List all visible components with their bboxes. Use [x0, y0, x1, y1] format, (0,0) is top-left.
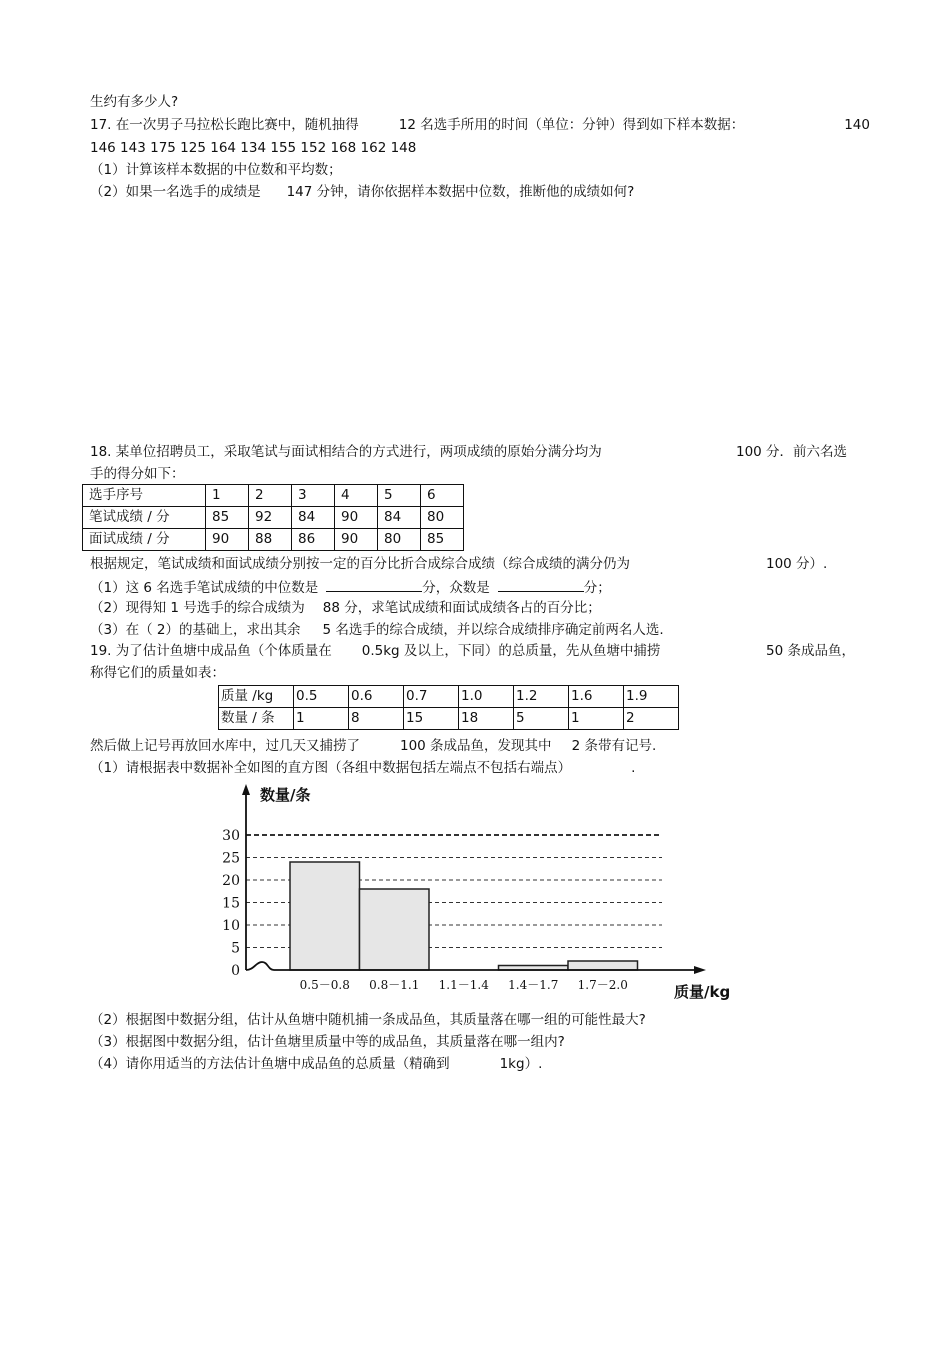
y-tick-label: 30	[222, 828, 240, 844]
q19-stem-a: 19. 为了估计鱼塘中成品鱼（个体质量在	[90, 643, 332, 659]
table-cell: 84	[292, 507, 335, 529]
q17-stem	[90, 116, 870, 134]
q18-part1-a: （1）这 6 名选手笔试成绩的中位数是	[90, 580, 319, 596]
q18-stem-a: 18. 某单位招聘员工，采取笔试与面试相结合的方式进行，两项成绩的原始分满分均为	[90, 444, 602, 460]
table-cell: 6	[421, 485, 464, 507]
table-cell: 1	[206, 485, 249, 507]
q19-part4	[90, 1055, 542, 1073]
q19-recapture	[90, 737, 656, 755]
table-cell: 80	[378, 529, 421, 551]
q18-score-table	[82, 484, 464, 551]
q19-stem-d: 称得它们的质量如表：	[90, 665, 225, 681]
q18-part2-a: （2）现得知 1 号选手的综合成绩为	[90, 600, 305, 616]
q19-part1-b: .	[631, 760, 636, 776]
q19-part3: （3）根据图中数据分组，估计鱼塘里质量中等的成品鱼，其质量落在哪一组内?	[90, 1034, 565, 1050]
table-cell: 84	[378, 507, 421, 529]
table-row	[219, 708, 679, 730]
table-row	[83, 529, 464, 551]
y-tick-label: 0	[231, 963, 240, 979]
table-cell: 2	[624, 708, 679, 730]
table-cell: 85	[206, 507, 249, 529]
table-cell: 15	[404, 708, 459, 730]
table-cell: 18	[459, 708, 514, 730]
table-cell: 3	[292, 485, 335, 507]
q19-recapture-b: 100 条成品鱼，发现其中	[400, 738, 552, 754]
table-cell: 1	[569, 708, 624, 730]
table-cell: 0.7	[404, 686, 459, 708]
table-cell: 1.2	[514, 686, 569, 708]
y-tick-label: 10	[222, 918, 240, 934]
table-cell: 面试成绩 / 分	[83, 529, 206, 551]
q19-recapture-c: 2 条带有记号.	[571, 738, 657, 754]
q18-part2	[90, 599, 601, 617]
table-cell: 选手序号	[83, 485, 206, 507]
q18-part1-c: 分；	[583, 580, 611, 596]
histogram-bar	[568, 961, 638, 970]
table-cell: 0.6	[349, 686, 404, 708]
y-tick-label: 25	[222, 850, 240, 867]
q18-rule	[90, 555, 830, 573]
x-category-label: 0.8－1.1	[369, 978, 420, 992]
table-cell: 4	[335, 485, 378, 507]
q19-part1	[90, 759, 635, 777]
q17-part1: （1）计算该样本数据的中位数和平均数；	[90, 162, 342, 178]
q18-rule-a: 根据规定，笔试成绩和面试成绩分别按一定的百分比折合成综合成绩（综合成绩的满分仍为	[90, 556, 630, 572]
q19-part4-b: 1kg）.	[499, 1056, 543, 1072]
table-cell: 质量 /kg	[219, 686, 294, 708]
q18-stem	[90, 443, 860, 461]
histogram-svg	[222, 778, 734, 1006]
q19-part1-a: （1）请根据表中数据补全如图的直方图（各组中数据包括左端点不包括右端点）	[90, 760, 572, 776]
table-cell: 90	[206, 529, 249, 551]
table-cell: 2	[249, 485, 292, 507]
q19-part4-a: （4）请你用适当的方法估计鱼塘中成品鱼的总质量（精确到	[90, 1056, 450, 1072]
table-cell: 80	[421, 507, 464, 529]
q19-recapture-a: 然后做上记号再放回水库中，过几天又捕捞了	[90, 738, 360, 754]
table-cell: 笔试成绩 / 分	[83, 507, 206, 529]
x-category-label: 1.1－1.4	[438, 978, 489, 992]
table-cell: 数量 / 条	[219, 708, 294, 730]
q18-stem-b: 100 分．前六名选	[736, 444, 848, 460]
table-row	[83, 507, 464, 529]
q18-part3-b: 5 名选手的综合成绩，并以综合成绩排序确定前两名人选.	[322, 622, 664, 638]
q18-part2-b: 88 分，求笔试成绩和面试成绩各占的百分比；	[322, 600, 601, 616]
q19-weight-table	[218, 685, 679, 730]
q18-part1-b: 分，众数是	[422, 580, 490, 596]
table-cell: 90	[335, 529, 378, 551]
histogram-bar	[360, 889, 430, 970]
table-row	[219, 686, 679, 708]
q18-part3-a: （3）在（ 2）的基础上，求出其余	[90, 622, 301, 638]
q19-part2: （2）根据图中数据分组，估计从鱼塘中随机捕一条成品鱼，其质量落在哪一组的可能性最大?	[90, 1012, 646, 1028]
x-category-label: 0.5－0.8	[299, 978, 350, 992]
q18-stem-c: 手的得分如下：	[90, 466, 185, 482]
text-line: 生约有多少人?	[90, 94, 179, 110]
table-cell: 86	[292, 529, 335, 551]
table-cell: 1	[294, 708, 349, 730]
y-axis-arrow-icon	[242, 784, 250, 795]
table-cell: 1.6	[569, 686, 624, 708]
y-tick-label: 5	[231, 940, 240, 957]
q17-part2-a: （2）如果一名选手的成绩是	[90, 184, 261, 200]
table-cell: 8	[349, 708, 404, 730]
table-cell: 5	[514, 708, 569, 730]
answer-blank[interactable]	[498, 577, 584, 592]
table-cell: 5	[378, 485, 421, 507]
x-axis-label: 质量/kg	[674, 983, 731, 1001]
x-category-label: 1.7－2.0	[577, 978, 628, 992]
q17-stem-part3: 140	[844, 117, 870, 133]
q17-part2-b: 147 分钟，请你依据样本数据中位数，推断他的成绩如何?	[286, 184, 635, 200]
table-cell: 1.9	[624, 686, 679, 708]
y-axis-label: 数量/条	[260, 786, 311, 804]
histogram-chart	[222, 778, 734, 1006]
table-cell: 90	[335, 507, 378, 529]
x-category-label: 1.4－1.7	[508, 978, 559, 992]
q17-stem-part2: 12 名选手所用的时间（单位：分钟）得到如下样本数据：	[398, 117, 745, 133]
q17-stem-part1: 17. 在一次男子马拉松长跑比赛中，随机抽得	[90, 117, 359, 133]
q19-stem	[90, 642, 870, 660]
table-cell: 0.5	[294, 686, 349, 708]
y-tick-label: 20	[222, 873, 240, 889]
table-row	[83, 485, 464, 507]
q19-stem-c: 50 条成品鱼，	[766, 643, 855, 659]
q17-data: 146 143 175 125 164 134 155 152 168 162 148	[90, 140, 417, 156]
q18-part1	[90, 577, 611, 597]
x-axis-arrow-icon	[694, 966, 706, 974]
answer-blank[interactable]	[326, 577, 422, 592]
table-cell: 85	[421, 529, 464, 551]
q18-part3	[90, 621, 664, 639]
q17-part2	[90, 183, 634, 201]
y-tick-label: 15	[222, 895, 240, 912]
table-cell: 88	[249, 529, 292, 551]
table-cell: 92	[249, 507, 292, 529]
histogram-bar	[290, 862, 360, 970]
q18-rule-b: 100 分）.	[766, 556, 828, 572]
table-cell: 1.0	[459, 686, 514, 708]
q19-stem-b: 0.5kg 及以上，下同）的总质量，先从鱼塘中捕捞	[361, 643, 661, 659]
